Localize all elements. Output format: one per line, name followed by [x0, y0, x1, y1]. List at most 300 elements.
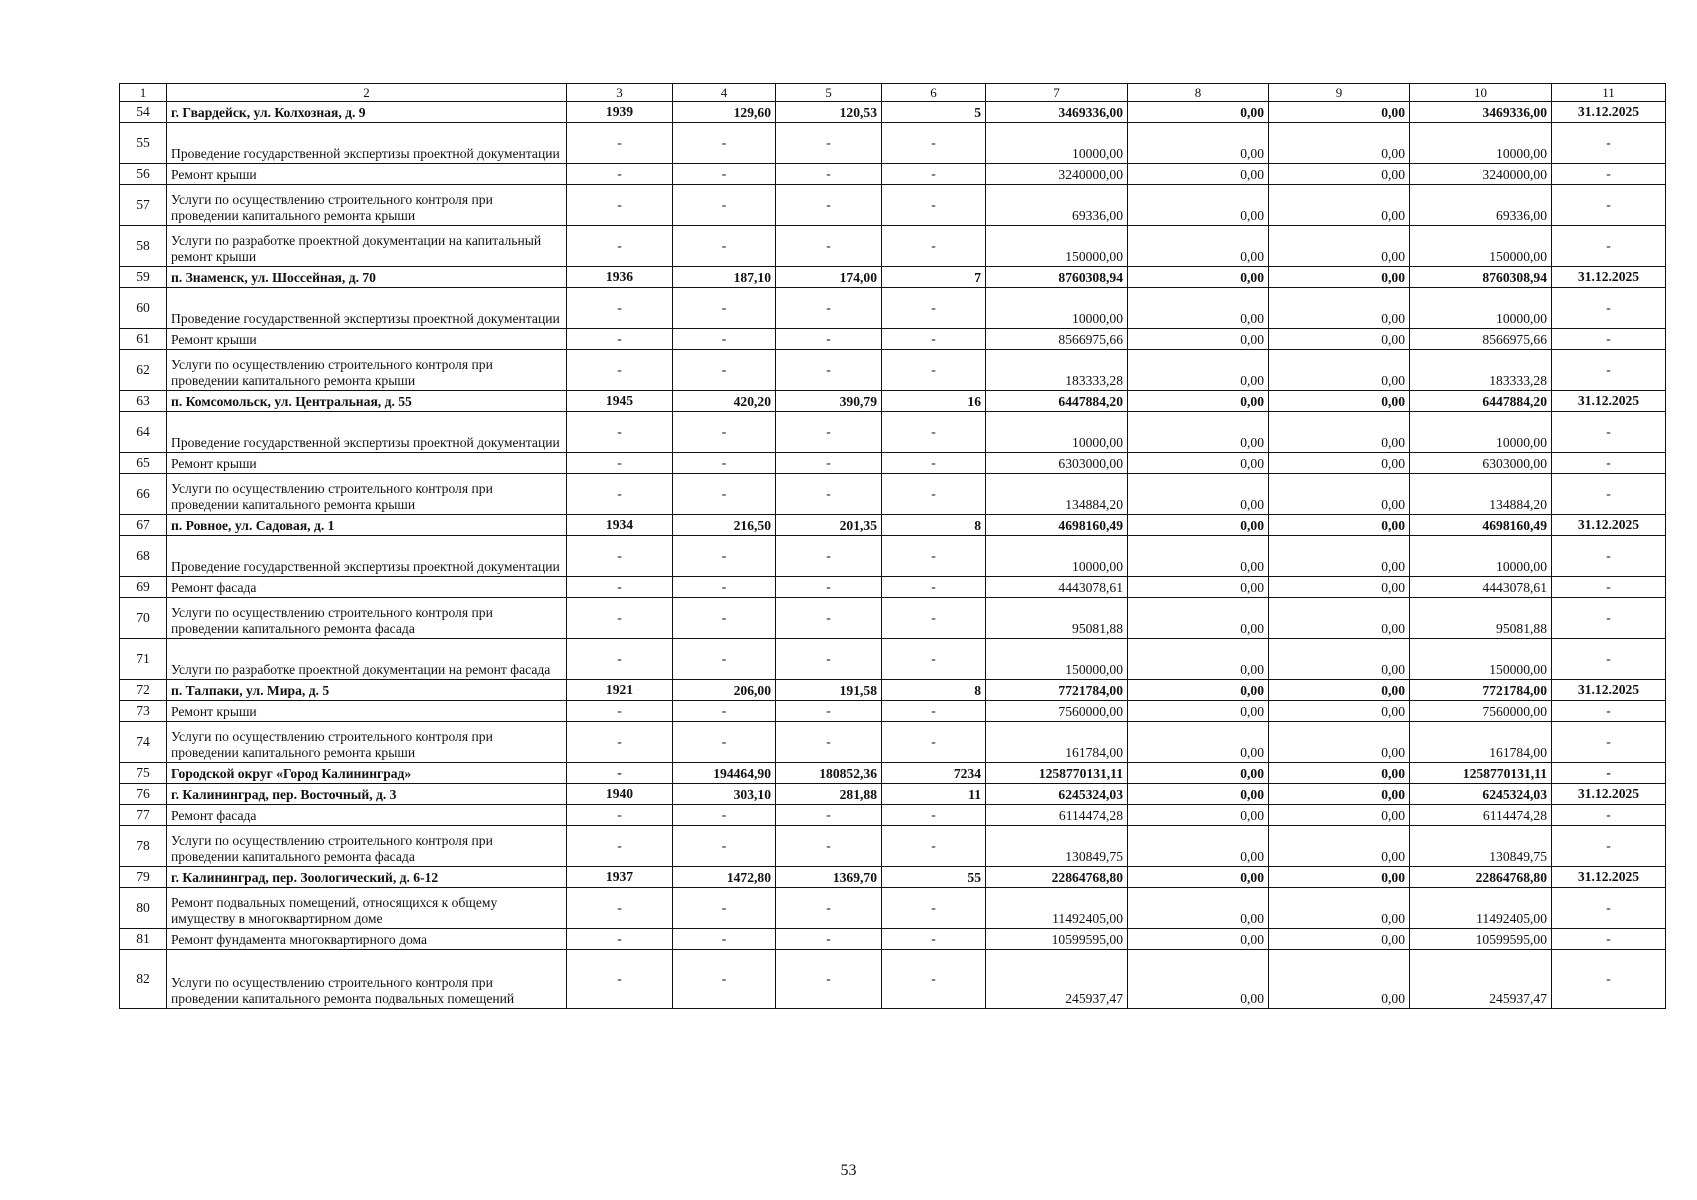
total-area-cell: 187,10: [673, 267, 776, 288]
total-area-cell: -: [673, 350, 776, 391]
total-cost-cell: 4443078,61: [986, 577, 1128, 598]
fund-cost-cell: 0,00: [1128, 784, 1269, 805]
budget-cost-cell: 0,00: [1269, 102, 1410, 123]
year-cell: 1934: [567, 515, 673, 536]
total-area-cell: -: [673, 598, 776, 639]
owners-cost-cell: 1258770131,11: [1410, 763, 1552, 784]
row-number-cell: 66: [120, 474, 167, 515]
fund-cost-cell: 0,00: [1128, 722, 1269, 763]
budget-cost-cell: 0,00: [1269, 474, 1410, 515]
table-row: [120, 350, 1666, 391]
residents-cell: -: [882, 826, 986, 867]
residents-cell: -: [882, 598, 986, 639]
year-cell: -: [567, 185, 673, 226]
budget-cost-cell: 0,00: [1269, 763, 1410, 784]
total-cost-cell: 8566975,66: [986, 329, 1128, 350]
total-cost-cell: 7560000,00: [986, 701, 1128, 722]
total-cost-cell: 130849,75: [986, 826, 1128, 867]
column-header: 10: [1410, 84, 1552, 102]
fund-cost-cell: 0,00: [1128, 267, 1269, 288]
fund-cost-cell: 0,00: [1128, 888, 1269, 929]
row-number-cell: 74: [120, 722, 167, 763]
description-cell: Ремонт крыши: [167, 453, 567, 474]
description-cell: Ремонт фасада: [167, 577, 567, 598]
deadline-cell: -: [1552, 577, 1666, 598]
deadline-cell: 31.12.2025: [1552, 102, 1666, 123]
residents-cell: 8: [882, 680, 986, 701]
fund-cost-cell: 0,00: [1128, 453, 1269, 474]
deadline-cell: -: [1552, 474, 1666, 515]
living-area-cell: -: [776, 185, 882, 226]
fund-cost-cell: 0,00: [1128, 929, 1269, 950]
owners-cost-cell: 3240000,00: [1410, 164, 1552, 185]
budget-cost-cell: 0,00: [1269, 123, 1410, 164]
budget-cost-cell: 0,00: [1269, 701, 1410, 722]
living-area-cell: 201,35: [776, 515, 882, 536]
owners-cost-cell: 4698160,49: [1410, 515, 1552, 536]
total-cost-cell: 22864768,80: [986, 867, 1128, 888]
table-row: [120, 929, 1666, 950]
description-cell: Ремонт крыши: [167, 701, 567, 722]
owners-cost-cell: 22864768,80: [1410, 867, 1552, 888]
total-area-cell: -: [673, 164, 776, 185]
description-cell: Ремонт фасада: [167, 805, 567, 826]
description-cell: Услуги по осуществлению строительного контроля при проведении капитального ремонта фасада: [167, 826, 567, 867]
budget-cost-cell: 0,00: [1269, 784, 1410, 805]
fund-cost-cell: 0,00: [1128, 639, 1269, 680]
total-cost-cell: 69336,00: [986, 185, 1128, 226]
living-area-cell: 281,88: [776, 784, 882, 805]
owners-cost-cell: 130849,75: [1410, 826, 1552, 867]
deadline-cell: 31.12.2025: [1552, 680, 1666, 701]
year-cell: 1939: [567, 102, 673, 123]
owners-cost-cell: 134884,20: [1410, 474, 1552, 515]
column-header: 2: [167, 84, 567, 102]
table-row: [120, 267, 1666, 288]
table-row: [120, 474, 1666, 515]
living-area-cell: -: [776, 929, 882, 950]
living-area-cell: -: [776, 123, 882, 164]
total-area-cell: 129,60: [673, 102, 776, 123]
fund-cost-cell: 0,00: [1128, 102, 1269, 123]
total-area-cell: -: [673, 577, 776, 598]
table-row: [120, 701, 1666, 722]
budget-cost-cell: 0,00: [1269, 639, 1410, 680]
table-row: [120, 329, 1666, 350]
deadline-cell: 31.12.2025: [1552, 784, 1666, 805]
total-area-cell: -: [673, 826, 776, 867]
residents-cell: -: [882, 226, 986, 267]
description-cell: Ремонт крыши: [167, 329, 567, 350]
total-area-cell: -: [673, 929, 776, 950]
description-cell: Услуги по осуществлению строительного контроля при проведении капитального ремонта крыши: [167, 722, 567, 763]
deadline-cell: -: [1552, 350, 1666, 391]
owners-cost-cell: 6303000,00: [1410, 453, 1552, 474]
description-cell: Услуги по разработке проектной документации на капитальный ремонт крыши: [167, 226, 567, 267]
column-header: 8: [1128, 84, 1269, 102]
column-header: 1: [120, 84, 167, 102]
total-cost-cell: 8760308,94: [986, 267, 1128, 288]
owners-cost-cell: 245937,47: [1410, 950, 1552, 1009]
table-row: [120, 784, 1666, 805]
year-cell: -: [567, 288, 673, 329]
table-row: [120, 123, 1666, 164]
table-row: [120, 536, 1666, 577]
owners-cost-cell: 161784,00: [1410, 722, 1552, 763]
deadline-cell: -: [1552, 329, 1666, 350]
deadline-cell: 31.12.2025: [1552, 515, 1666, 536]
table-row: [120, 826, 1666, 867]
living-area-cell: -: [776, 598, 882, 639]
year-cell: -: [567, 639, 673, 680]
year-cell: -: [567, 826, 673, 867]
total-cost-cell: 10000,00: [986, 536, 1128, 577]
owners-cost-cell: 10000,00: [1410, 536, 1552, 577]
year-cell: -: [567, 226, 673, 267]
owners-cost-cell: 10000,00: [1410, 412, 1552, 453]
budget-cost-cell: 0,00: [1269, 350, 1410, 391]
living-area-cell: -: [776, 722, 882, 763]
living-area-cell: -: [776, 577, 882, 598]
living-area-cell: -: [776, 639, 882, 680]
living-area-cell: -: [776, 164, 882, 185]
total-cost-cell: 10000,00: [986, 123, 1128, 164]
deadline-cell: -: [1552, 929, 1666, 950]
total-cost-cell: 7721784,00: [986, 680, 1128, 701]
total-cost-cell: 10599595,00: [986, 929, 1128, 950]
total-cost-cell: 10000,00: [986, 288, 1128, 329]
residents-cell: 7: [882, 267, 986, 288]
table-row: [120, 639, 1666, 680]
fund-cost-cell: 0,00: [1128, 826, 1269, 867]
budget-cost-cell: 0,00: [1269, 515, 1410, 536]
page-number: 53: [840, 1162, 857, 1179]
deadline-cell: -: [1552, 598, 1666, 639]
fund-cost-cell: 0,00: [1128, 805, 1269, 826]
table-row: [120, 453, 1666, 474]
residents-cell: -: [882, 888, 986, 929]
total-area-cell: 216,50: [673, 515, 776, 536]
total-cost-cell: 6303000,00: [986, 453, 1128, 474]
owners-cost-cell: 10000,00: [1410, 123, 1552, 164]
living-area-cell: 174,00: [776, 267, 882, 288]
deadline-cell: 31.12.2025: [1552, 391, 1666, 412]
row-number-cell: 59: [120, 267, 167, 288]
residents-cell: -: [882, 164, 986, 185]
owners-cost-cell: 7721784,00: [1410, 680, 1552, 701]
living-area-cell: -: [776, 350, 882, 391]
owners-cost-cell: 10000,00: [1410, 288, 1552, 329]
total-cost-cell: 161784,00: [986, 722, 1128, 763]
total-area-cell: -: [673, 453, 776, 474]
residents-cell: -: [882, 929, 986, 950]
owners-cost-cell: 183333,28: [1410, 350, 1552, 391]
deadline-cell: 31.12.2025: [1552, 267, 1666, 288]
owners-cost-cell: 69336,00: [1410, 185, 1552, 226]
row-number-cell: 78: [120, 826, 167, 867]
table-row: [120, 185, 1666, 226]
owners-cost-cell: 6114474,28: [1410, 805, 1552, 826]
column-header: 9: [1269, 84, 1410, 102]
total-area-cell: -: [673, 805, 776, 826]
deadline-cell: -: [1552, 123, 1666, 164]
deadline-cell: -: [1552, 826, 1666, 867]
year-cell: -: [567, 453, 673, 474]
owners-cost-cell: 3469336,00: [1410, 102, 1552, 123]
living-area-cell: -: [776, 826, 882, 867]
year-cell: -: [567, 123, 673, 164]
row-number-cell: 64: [120, 412, 167, 453]
residents-cell: -: [882, 577, 986, 598]
deadline-cell: -: [1552, 950, 1666, 1009]
year-cell: 1937: [567, 867, 673, 888]
total-area-cell: -: [673, 888, 776, 929]
fund-cost-cell: 0,00: [1128, 391, 1269, 412]
year-cell: -: [567, 598, 673, 639]
year-cell: -: [567, 350, 673, 391]
budget-cost-cell: 0,00: [1269, 929, 1410, 950]
total-cost-cell: 245937,47: [986, 950, 1128, 1009]
year-cell: -: [567, 701, 673, 722]
description-cell: п. Талпаки, ул. Мира, д. 5: [167, 680, 567, 701]
residents-cell: -: [882, 950, 986, 1009]
total-cost-cell: 11492405,00: [986, 888, 1128, 929]
fund-cost-cell: 0,00: [1128, 350, 1269, 391]
living-area-cell: -: [776, 805, 882, 826]
total-area-cell: -: [673, 639, 776, 680]
budget-cost-cell: 0,00: [1269, 536, 1410, 577]
table-row: [120, 598, 1666, 639]
header-row: [120, 84, 1666, 102]
budget-cost-cell: 0,00: [1269, 867, 1410, 888]
budget-cost-cell: 0,00: [1269, 888, 1410, 929]
deadline-cell: -: [1552, 763, 1666, 784]
description-cell: Услуги по осуществлению строительного контроля при проведении капитального ремонта крыши: [167, 474, 567, 515]
total-area-cell: -: [673, 123, 776, 164]
row-number-cell: 71: [120, 639, 167, 680]
table-row: [120, 867, 1666, 888]
table-row: [120, 577, 1666, 598]
total-area-cell: -: [673, 185, 776, 226]
living-area-cell: -: [776, 536, 882, 577]
deadline-cell: -: [1552, 226, 1666, 267]
living-area-cell: -: [776, 474, 882, 515]
living-area-cell: -: [776, 701, 882, 722]
description-cell: Ремонт фундамента многоквартирного дома: [167, 929, 567, 950]
owners-cost-cell: 8566975,66: [1410, 329, 1552, 350]
description-cell: г. Калининград, пер. Восточный, д. 3: [167, 784, 567, 805]
budget-cost-cell: 0,00: [1269, 288, 1410, 329]
owners-cost-cell: 150000,00: [1410, 639, 1552, 680]
deadline-cell: -: [1552, 164, 1666, 185]
description-cell: п. Ровное, ул. Садовая, д. 1: [167, 515, 567, 536]
total-cost-cell: 3240000,00: [986, 164, 1128, 185]
description-cell: п. Знаменск, ул. Шоссейная, д. 70: [167, 267, 567, 288]
deadline-cell: -: [1552, 412, 1666, 453]
row-number-cell: 54: [120, 102, 167, 123]
fund-cost-cell: 0,00: [1128, 474, 1269, 515]
total-cost-cell: 3469336,00: [986, 102, 1128, 123]
fund-cost-cell: 0,00: [1128, 515, 1269, 536]
owners-cost-cell: 6447884,20: [1410, 391, 1552, 412]
total-area-cell: -: [673, 950, 776, 1009]
row-number-cell: 70: [120, 598, 167, 639]
table-row: [120, 102, 1666, 123]
total-cost-cell: 150000,00: [986, 639, 1128, 680]
row-number-cell: 76: [120, 784, 167, 805]
year-cell: -: [567, 412, 673, 453]
budget-cost-cell: 0,00: [1269, 329, 1410, 350]
row-number-cell: 80: [120, 888, 167, 929]
total-area-cell: -: [673, 226, 776, 267]
living-area-cell: -: [776, 950, 882, 1009]
residents-cell: -: [882, 453, 986, 474]
year-cell: 1940: [567, 784, 673, 805]
total-area-cell: 1472,80: [673, 867, 776, 888]
row-number-cell: 69: [120, 577, 167, 598]
budget-cost-cell: 0,00: [1269, 267, 1410, 288]
residents-cell: 55: [882, 867, 986, 888]
deadline-cell: -: [1552, 536, 1666, 577]
total-cost-cell: 1258770131,11: [986, 763, 1128, 784]
description-cell: Услуги по осуществлению строительного контроля при проведении капитального ремонта фасада: [167, 598, 567, 639]
total-area-cell: -: [673, 536, 776, 577]
year-cell: -: [567, 164, 673, 185]
table-row: [120, 763, 1666, 784]
row-number-cell: 60: [120, 288, 167, 329]
budget-cost-cell: 0,00: [1269, 722, 1410, 763]
budget-cost-cell: 0,00: [1269, 950, 1410, 1009]
column-header: 3: [567, 84, 673, 102]
budget-cost-cell: 0,00: [1269, 391, 1410, 412]
table-row: [120, 950, 1666, 1009]
row-number-cell: 75: [120, 763, 167, 784]
table-row: [120, 164, 1666, 185]
description-cell: Проведение государственной экспертизы проектной документации: [167, 536, 567, 577]
table-row: [120, 515, 1666, 536]
row-number-cell: 63: [120, 391, 167, 412]
year-cell: 1945: [567, 391, 673, 412]
living-area-cell: -: [776, 226, 882, 267]
total-area-cell: -: [673, 722, 776, 763]
residents-cell: -: [882, 412, 986, 453]
fund-cost-cell: 0,00: [1128, 288, 1269, 329]
total-cost-cell: 10000,00: [986, 412, 1128, 453]
fund-cost-cell: 0,00: [1128, 680, 1269, 701]
total-area-cell: 194464,90: [673, 763, 776, 784]
row-number-cell: 65: [120, 453, 167, 474]
deadline-cell: -: [1552, 722, 1666, 763]
column-header: 11: [1552, 84, 1666, 102]
year-cell: -: [567, 888, 673, 929]
row-number-cell: 62: [120, 350, 167, 391]
fund-cost-cell: 0,00: [1128, 598, 1269, 639]
deadline-cell: -: [1552, 453, 1666, 474]
table-row: [120, 412, 1666, 453]
deadline-cell: -: [1552, 701, 1666, 722]
budget-cost-cell: 0,00: [1269, 412, 1410, 453]
description-cell: Проведение государственной экспертизы проектной документации: [167, 123, 567, 164]
row-number-cell: 72: [120, 680, 167, 701]
owners-cost-cell: 95081,88: [1410, 598, 1552, 639]
residents-cell: 16: [882, 391, 986, 412]
budget-cost-cell: 0,00: [1269, 577, 1410, 598]
total-area-cell: 206,00: [673, 680, 776, 701]
year-cell: -: [567, 329, 673, 350]
living-area-cell: 390,79: [776, 391, 882, 412]
budget-cost-cell: 0,00: [1269, 805, 1410, 826]
description-cell: Услуги по осуществлению строительного контроля при проведении капитального ремонта крыши: [167, 350, 567, 391]
residents-cell: 7234: [882, 763, 986, 784]
living-area-cell: 120,53: [776, 102, 882, 123]
budget-cost-cell: 0,00: [1269, 226, 1410, 267]
living-area-cell: -: [776, 329, 882, 350]
row-number-cell: 56: [120, 164, 167, 185]
table-row: [120, 888, 1666, 929]
residents-cell: 5: [882, 102, 986, 123]
row-number-cell: 55: [120, 123, 167, 164]
budget-cost-cell: 0,00: [1269, 453, 1410, 474]
owners-cost-cell: 8760308,94: [1410, 267, 1552, 288]
living-area-cell: 180852,36: [776, 763, 882, 784]
residents-cell: 11: [882, 784, 986, 805]
row-number-cell: 81: [120, 929, 167, 950]
deadline-cell: -: [1552, 888, 1666, 929]
total-cost-cell: 6114474,28: [986, 805, 1128, 826]
year-cell: -: [567, 950, 673, 1009]
fund-cost-cell: 0,00: [1128, 577, 1269, 598]
deadline-cell: -: [1552, 805, 1666, 826]
row-number-cell: 58: [120, 226, 167, 267]
row-number-cell: 68: [120, 536, 167, 577]
deadline-cell: 31.12.2025: [1552, 867, 1666, 888]
fund-cost-cell: 0,00: [1128, 763, 1269, 784]
table-row: [120, 722, 1666, 763]
budget-cost-cell: 0,00: [1269, 185, 1410, 226]
description-cell: Проведение государственной экспертизы проектной документации: [167, 412, 567, 453]
fund-cost-cell: 0,00: [1128, 123, 1269, 164]
total-area-cell: -: [673, 329, 776, 350]
row-number-cell: 61: [120, 329, 167, 350]
deadline-cell: -: [1552, 288, 1666, 329]
owners-cost-cell: 4443078,61: [1410, 577, 1552, 598]
residents-cell: -: [882, 350, 986, 391]
total-area-cell: 420,20: [673, 391, 776, 412]
year-cell: 1921: [567, 680, 673, 701]
fund-cost-cell: 0,00: [1128, 867, 1269, 888]
total-cost-cell: 4698160,49: [986, 515, 1128, 536]
total-area-cell: -: [673, 412, 776, 453]
budget-cost-cell: 0,00: [1269, 826, 1410, 867]
deadline-cell: -: [1552, 639, 1666, 680]
table-row: [120, 391, 1666, 412]
fund-cost-cell: 0,00: [1128, 950, 1269, 1009]
row-number-cell: 82: [120, 950, 167, 1009]
year-cell: -: [567, 577, 673, 598]
description-cell: Услуги по разработке проектной документации на ремонт фасада: [167, 639, 567, 680]
fund-cost-cell: 0,00: [1128, 701, 1269, 722]
column-header: 5: [776, 84, 882, 102]
total-area-cell: 303,10: [673, 784, 776, 805]
living-area-cell: -: [776, 453, 882, 474]
budget-cost-cell: 0,00: [1269, 598, 1410, 639]
description-cell: Городской округ «Город Калининград»: [167, 763, 567, 784]
budget-cost-cell: 0,00: [1269, 680, 1410, 701]
description-cell: г. Гвардейск, ул. Колхозная, д. 9: [167, 102, 567, 123]
description-cell: г. Калининград, пер. Зоологический, д. 6-12: [167, 867, 567, 888]
total-cost-cell: 150000,00: [986, 226, 1128, 267]
residents-cell: -: [882, 123, 986, 164]
